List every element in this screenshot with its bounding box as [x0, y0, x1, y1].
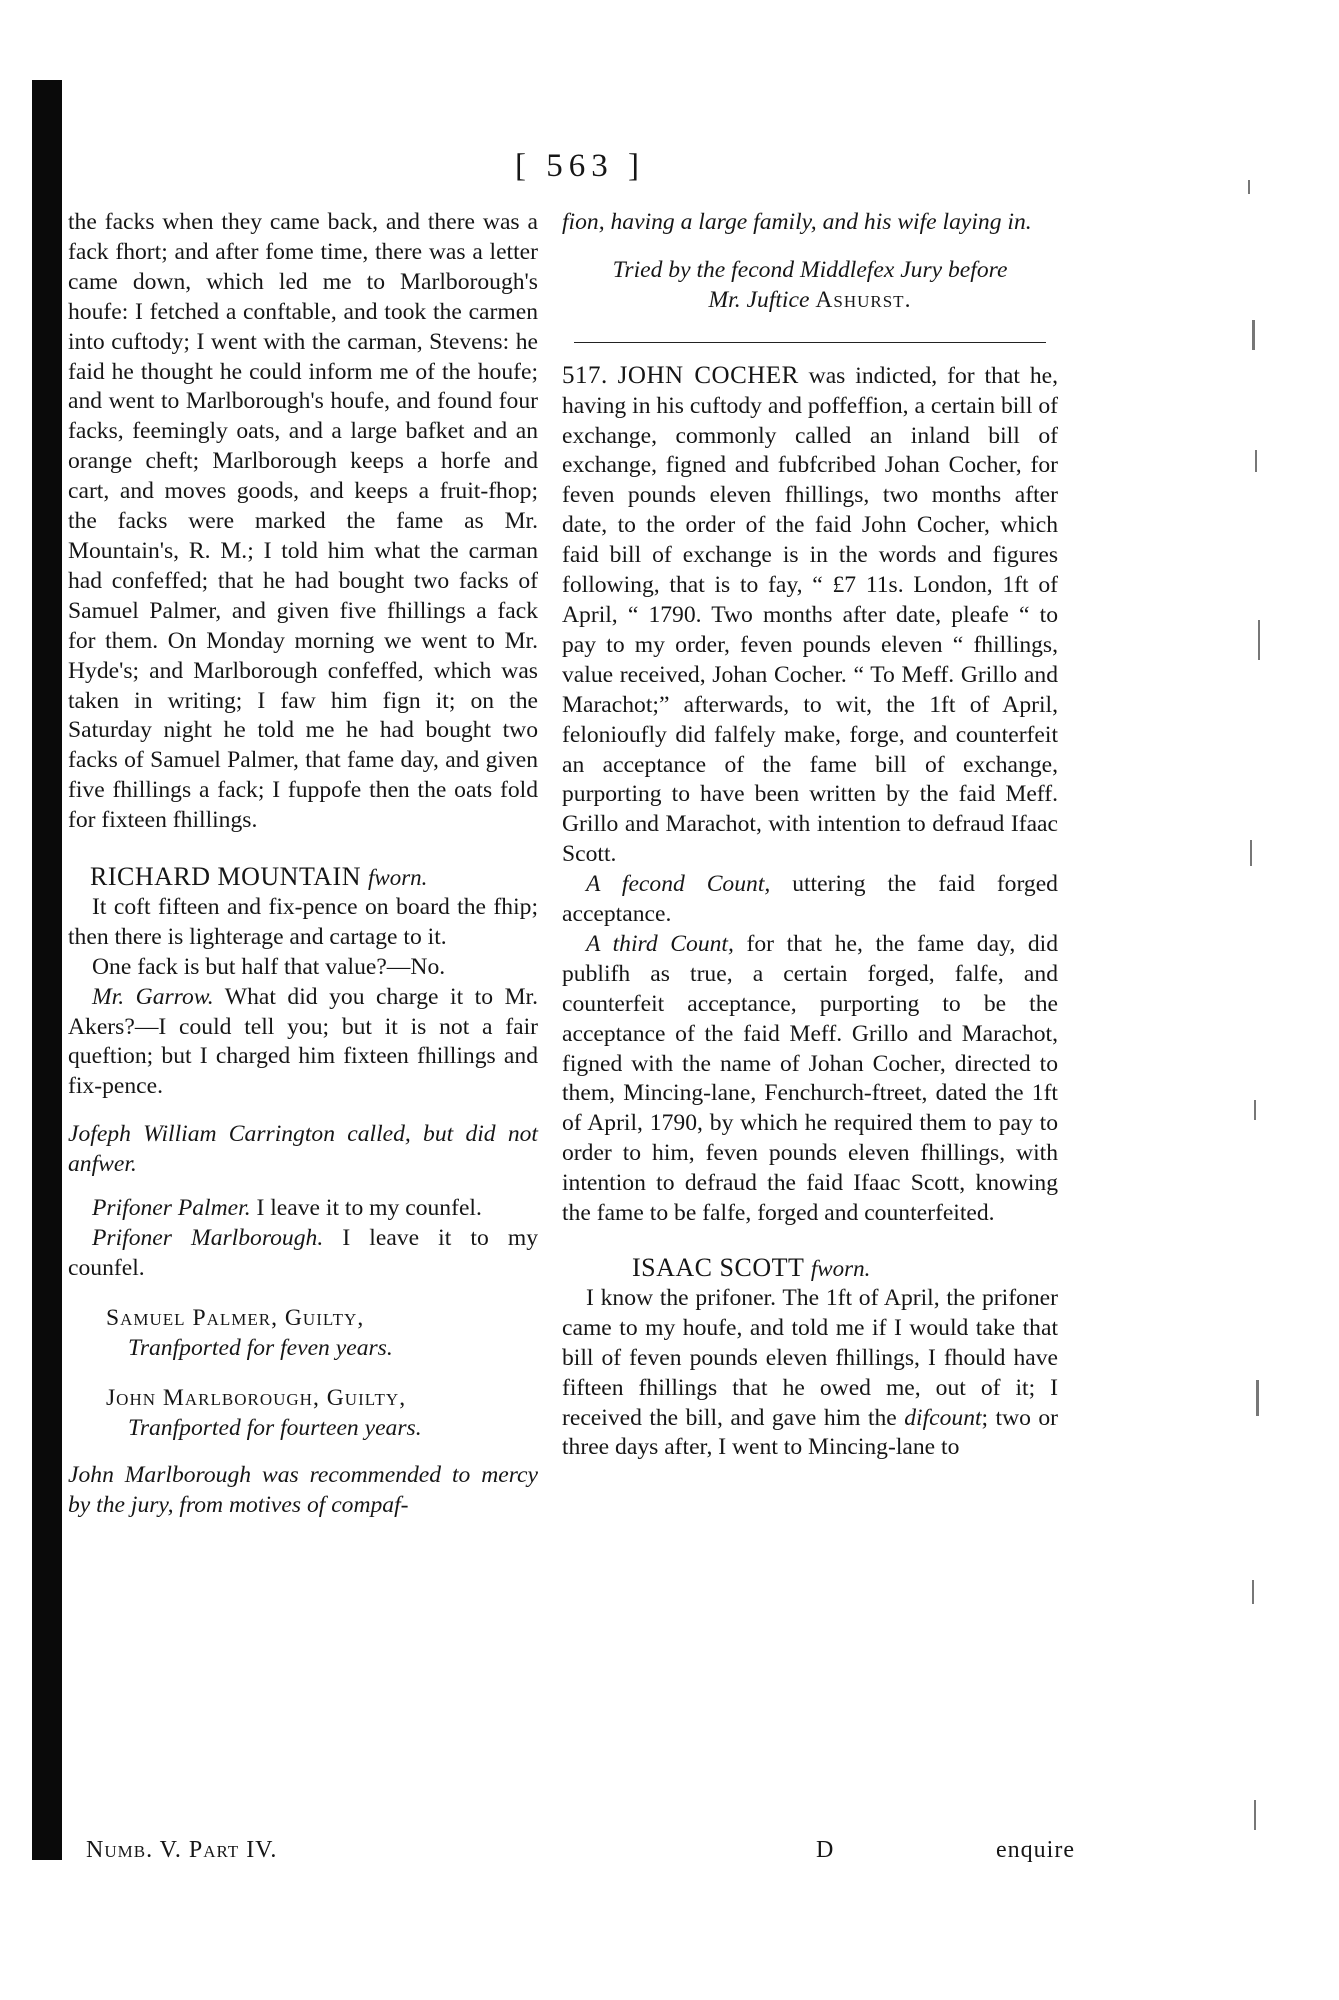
speech-text: I leave it to my counfel. [68, 1225, 538, 1281]
testimony-paragraph [562, 1284, 1058, 1463]
case-number: 517. [562, 361, 608, 389]
speech-text: I leave it to my counfel. [256, 1195, 482, 1222]
trial-text: Mr. Juftice [708, 286, 810, 313]
scan-speck [1255, 450, 1257, 472]
testimony-paragraph: It coft fifteen and fix-pence on board the fhip; then there is lighterage and cartage to it. [68, 893, 538, 950]
carrington-note: Jofeph William Carrington called, but did not anfwer. [68, 1121, 538, 1178]
testimony-text: ; two or three days after, I went to Mincing-lane to [562, 1404, 1058, 1461]
continuation-text: fion, having a large family, and his wife laying in. [562, 209, 1032, 235]
sentence-line: Tranfported for fourteen years. [128, 1414, 422, 1441]
narrative-paragraph: the facks when they came back, and there was a fack fhort; and after fome time, there was a letter came down, which led me to Marlborough's houfe: I fetched a conftable, and took the carmen into cuftody; I went with the carman, Stevens: he faid he thought he could inform me of the houfe; and went to Marlborough's houfe, and found four facks, feemingly oats, and a large bafket and an orange cheft; Marlborough keeps a horfe and cart, and moves goods, and keeps a fruit-fhop; the facks were marked the fame as Mr. Mountain's, R. M.; I told him what the carman had confeffed; that he had bought two facks of Samuel Palmer, and given five fhillings a fack for them. On Monday morning we went to Mr. Hyde's; and Marlborough confeffed, which was taken in writing; I faw him fign it; on the Saturday night he told me he had bought two facks of Samuel Palmer, that fame day, and given five fhillings a fack; I fuppofe then the oats fold for fixteen fhillings. [68, 209, 538, 834]
prisoner-statement [68, 1224, 538, 1284]
verdict-line: Samuel Palmer, Guilty, [106, 1304, 365, 1331]
count-text: for that he, the fame day, did publifh as true, a certain forged, falfe, and counterfeit acceptance, purporting to be the acceptance of the faid Meff. Grillo and Marachot, figned with the name of Johan Cocher, directed to them, Mincing-lane, Fenchurch-ftreet, dated the 1ft of April, 1790, by which he required them to pay to order to him, feven pounds eleven fhillings, with intention to defraud the faid Ifaac Scott, knowing the fame to be falfe, forged and counterfeited. [562, 930, 1059, 1227]
trial-text: Tried by the fecond Middlefex Jury before [612, 256, 1008, 283]
verdict-line: John Marlborough, Guilty, [106, 1384, 407, 1411]
witness-name: RICHARD MOUNTAIN [90, 862, 361, 892]
left-column [68, 208, 538, 1521]
count-label: A fecond Count, [586, 871, 771, 898]
speaker-label: Mr. Garrow. [92, 983, 214, 1010]
footer-catchword: enquire [996, 1837, 1075, 1863]
count-text: uttering the faid forged acceptance. [562, 871, 1058, 928]
scan-speck [1250, 840, 1252, 866]
witness-heading [562, 1253, 1058, 1284]
speech-text: What did you charge it to Mr. Akers?—I could tell you; but it is not a fair queftion; but I charged him fixteen fhillings and fix-pence. [68, 983, 538, 1100]
scan-speck [1254, 1100, 1256, 1120]
witness-sworn: fworn. [367, 865, 428, 891]
section-divider [574, 342, 1046, 343]
testimony-text: I know the prifoner. The 1ft of April, the prifoner came to my houfe, and told me if I would take that bill of feven pounds eleven fhillings, I fhould have fifteen fhillings that he owed me, out of it; I received the bill, and gave him the [562, 1284, 1058, 1431]
count-label: A third Count, [586, 930, 734, 957]
scan-speck [1252, 1580, 1254, 1604]
trial-judge: Ashurst. [815, 286, 912, 313]
witness-heading [68, 862, 538, 893]
sentence-line: Tranfported for feven years. [128, 1334, 393, 1361]
scan-speck [1254, 1800, 1256, 1830]
footer-part-label: Numb. V. Part IV. [86, 1837, 278, 1863]
testimony-emphasis: difcount [904, 1404, 982, 1431]
case-paragraph [562, 361, 1058, 870]
scan-speck [1248, 180, 1250, 194]
count-paragraph [562, 870, 1058, 930]
right-column [562, 208, 1058, 1463]
prisoner-statement [68, 1194, 538, 1224]
page-number: [ 563 ] [515, 148, 645, 184]
footer-signature: D [816, 1837, 835, 1863]
garrow-question [68, 983, 538, 1103]
scan-speck [1252, 320, 1255, 350]
trial-line [562, 256, 1058, 316]
scan-speck [1258, 620, 1260, 660]
speaker-label: Prifoner Marlborough. [92, 1225, 324, 1251]
case-text: was indicted, for that he, having in his cuftody and poffeffion, a certain bill of exchange, commonly called an inland bill of exchange, figned and fubfcribed Johan Cocher, for feven pounds eleven fhillings, two months after date, to the order of the faid John Cocher, which faid bill of exchange is in the words and figures following, that is to fay, “ £7 11s. London, 1ft of April, “ 1790. Two months after date, pleafe “ to pay to my order, feven pounds eleven “ fhillings, value received, Johan Cocher. “ To Meff. Grillo and Marachot;” afterwards, to wit, the 1ft of April, felonioufly did falfely make, forge, and counterfeit an acceptance of the fame bill of exchange, purporting to have been written by the faid Meff. Grillo and Marachot, with intention to defraud Ifaac Scott. [562, 362, 1058, 868]
count-paragraph [562, 930, 1058, 1229]
witness-sworn: fworn. [810, 1256, 871, 1281]
witness-name: ISAAC SCOTT [632, 1253, 804, 1282]
scan-speck [1256, 1380, 1259, 1416]
case-name: JOHN COCHER [617, 361, 799, 389]
speaker-label: Prifoner Palmer. [92, 1195, 251, 1222]
recommendation-note: John Marlborough was recommended to mercy by the jury, from motives of compaf- [68, 1462, 538, 1519]
testimony-paragraph: One fack is but half that value?—No. [92, 953, 446, 980]
binding-shadow [32, 80, 62, 1860]
